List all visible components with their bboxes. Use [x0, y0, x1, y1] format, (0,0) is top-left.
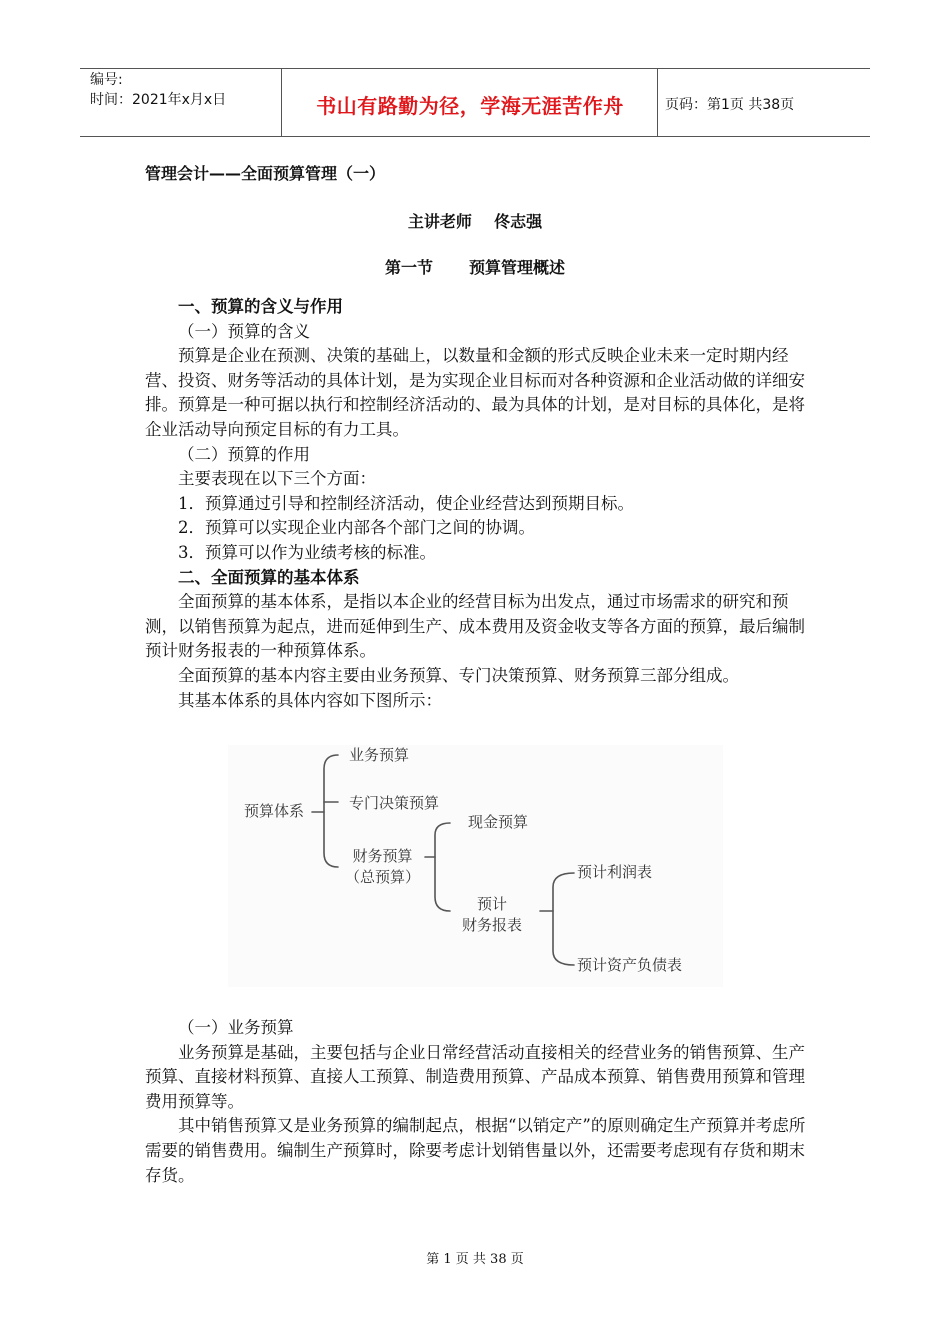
paragraph-sales-budget: 其中销售预算又是业务预算的编制起点，根据“以销定产”的原则确定生产预算并考虑所需要的销售费用。编制生产预算时，除要考虑计划销售量以外，还需要考虑现有存货和期末存货。: [145, 1116, 806, 1185]
paragraph-business-budget: 业务预算是基础，主要包括与企业日常经营活动直接相关的经营业务的销售预算、生产预算、直接材料预算、直接人工预算、制造费用预算、产品成本预算、销售费用预算和管理费用预算等。: [145, 1042, 805, 1111]
subheading-meaning: （一）预算的含义: [178, 321, 310, 341]
node-forecast-statements: [462, 894, 522, 936]
budget-system-diagram: [228, 745, 723, 987]
section-title: [0, 255, 950, 278]
node-special-budget: 专门决策预算: [349, 794, 440, 812]
time-label: 时间：2021年x月x日: [90, 92, 227, 108]
node-income-statement: 预计利润表: [577, 863, 653, 881]
header-motto: 书山有路勤为径，学海无涯苦作舟: [316, 94, 624, 118]
lecturer-name: 佟志强: [494, 212, 543, 231]
node-statements-line2: 财务报表: [462, 916, 523, 934]
header-page-info: 页码：第1页 共38页: [665, 97, 795, 113]
list-item: 1．预算通过引导和控制经济活动，使企业经营达到预期目标。: [178, 493, 634, 513]
body-block-1: [145, 295, 807, 713]
list-item: 2．预算可以实现企业内部各个部门之间的协调。: [178, 518, 535, 538]
node-financial-line2: （总预算）: [345, 868, 421, 886]
node-balance-sheet: 预计资产负债表: [577, 956, 683, 974]
paragraph-system: 全面预算的基本体系，是指以本企业的经营目标为出发点，通过市场需求的研究和预测，以销售预算为起点，进而延伸到生产、成本费用及资金收支等各方面的预算，最后编制预计财务报表的一种预算体系。: [145, 592, 805, 661]
paragraph-figure-intro: 其基本体系的具体内容如下图所示：: [178, 690, 442, 710]
lecturer-line: [0, 209, 950, 232]
node-budget-system: 预算体系: [244, 802, 305, 820]
page-footer: 第 1 页 共 38 页: [426, 1252, 524, 1267]
paragraph-role-intro: 主要表现在以下三个方面：: [178, 469, 376, 489]
header-divider-right: [657, 68, 658, 136]
header-meta: [90, 70, 226, 110]
node-statements-line1: 预计: [477, 895, 508, 913]
document-title: 管理会计——全面预算管理（一）: [145, 164, 386, 183]
header-bottom-rule: [80, 136, 870, 137]
heading-part1: 一、预算的含义与作用: [178, 297, 343, 316]
section-name: 预算管理概述: [469, 258, 566, 277]
node-financial-line1: 财务预算: [352, 847, 413, 865]
subheading-role: （二）预算的作用: [178, 444, 310, 464]
paragraph-content: 全面预算的基本内容主要由业务预算、专门决策预算、财务预算三部分组成。: [178, 665, 739, 685]
subheading-business-budget: （一）业务预算: [178, 1018, 294, 1037]
list-item: 3．预算可以作为业绩考核的标准。: [178, 542, 436, 562]
node-financial-budget: [345, 846, 420, 888]
section-number: 第一节: [384, 258, 433, 277]
node-cash-budget: 现金预算: [468, 813, 529, 831]
body-block-2: [145, 1016, 807, 1188]
node-business-budget: 业务预算: [349, 746, 410, 764]
header-top-rule: [80, 68, 870, 69]
header-divider-left: [281, 68, 282, 136]
paragraph-meaning: 预算是企业在预测、决策的基础上，以数量和金额的形式反映企业未来一定时期内经营、投资、财务等活动的具体计划，是为实现企业目标而对各种资源和企业活动做的详细安排。预算是一种可据以执行和控制经济活动的、最为具体的计划，是对目标的具体化，是将企业活动导向预定目标的有力工具。: [145, 346, 805, 439]
number-label: 编号:: [90, 72, 123, 88]
heading-part2: 二、全面预算的基本体系: [178, 567, 360, 587]
lecturer-role: 主讲老师: [407, 212, 472, 231]
